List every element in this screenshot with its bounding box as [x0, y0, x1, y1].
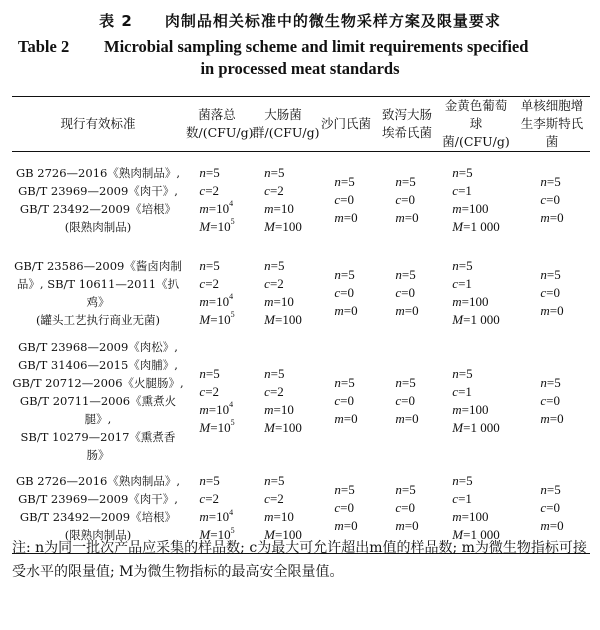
value-text: c=1 — [452, 383, 472, 399]
value-max — [264, 419, 302, 437]
value-text: m=0 — [540, 518, 564, 534]
standard-line: GB/T 23492—2009《培根》 — [19, 510, 177, 525]
value-m — [334, 302, 357, 320]
table-title-chinese: 表 2 肉制品相关标准中的微生物采样方案及限量要求 — [99, 12, 501, 30]
cell-total-count — [184, 338, 250, 464]
cell-s-aureus — [438, 248, 514, 338]
col-header-total-count: 菌落总数/(CFU/g) — [184, 97, 250, 152]
value-text: m=10 — [264, 509, 294, 525]
cell-e-coli — [376, 152, 438, 248]
value-m — [452, 508, 499, 526]
value-n — [264, 164, 302, 182]
sampling-values — [395, 266, 418, 320]
standard-line: SB/T 10279—2017《熏煮香肠》 — [20, 429, 176, 462]
col-header-salmonella: 沙门氏菌 — [316, 97, 376, 152]
col-header-coliforms: 大肠菌群/(CFU/g) — [250, 97, 316, 152]
cell-s-aureus — [438, 152, 514, 248]
sampling-values — [199, 257, 234, 329]
value-text: c=0 — [540, 191, 560, 207]
value-m — [395, 517, 418, 535]
value-m — [452, 401, 499, 419]
value-text: M=1 000 — [452, 419, 500, 435]
value-text: c=2 — [264, 383, 284, 399]
value-max — [452, 311, 499, 329]
cell-listeria — [514, 152, 590, 248]
sampling-values — [264, 257, 302, 329]
cell-e-coli — [376, 338, 438, 464]
value-m — [334, 410, 357, 428]
value-text: M=10 — [199, 419, 231, 435]
value-c — [334, 284, 357, 302]
value-n — [395, 173, 418, 191]
value-text: c=0 — [395, 500, 415, 516]
col-header-e-coli: 致泻大肠埃希氏菌 — [376, 97, 438, 152]
table-number: Table 2 — [18, 37, 70, 56]
value-m — [540, 302, 563, 320]
value-text: n=5 — [334, 266, 355, 282]
value-text: m=10 — [199, 293, 230, 309]
value-exponent: 4 — [229, 199, 234, 209]
value-c — [334, 191, 357, 209]
value-n — [334, 173, 357, 191]
value-text: M=10 — [199, 311, 231, 327]
standard-line: GB/T 23492—2009《培根》 — [19, 201, 177, 216]
value-c — [395, 191, 418, 209]
value-text: n=5 — [199, 365, 220, 381]
value-n — [540, 266, 563, 284]
value-c — [452, 182, 499, 200]
value-text: n=5 — [395, 482, 416, 498]
value-text: c=0 — [540, 284, 560, 300]
value-text: m=0 — [540, 410, 564, 426]
value-m — [540, 410, 563, 428]
value-text: n=5 — [395, 374, 416, 390]
table-row — [12, 248, 590, 338]
value-m — [264, 293, 302, 311]
value-text: c=0 — [395, 284, 415, 300]
cell-standards — [12, 338, 184, 464]
value-c — [334, 392, 357, 410]
value-n — [395, 374, 418, 392]
value-m — [199, 401, 234, 419]
value-exponent: 4 — [229, 292, 234, 302]
value-n — [199, 472, 234, 490]
value-text: c=2 — [199, 182, 220, 198]
value-c — [264, 182, 302, 200]
value-m — [264, 508, 302, 526]
cell-total-count — [184, 152, 250, 248]
cell-standards — [12, 248, 184, 338]
standard-line: GB/T 20711—2006《熏煮火腿》, — [19, 393, 177, 426]
value-text: m=0 — [395, 518, 419, 534]
value-c — [452, 490, 499, 508]
value-text: n=5 — [199, 473, 220, 489]
value-n — [334, 374, 357, 392]
value-text: n=5 — [540, 173, 561, 189]
value-m — [452, 200, 499, 218]
value-n — [452, 257, 499, 275]
value-max — [199, 419, 234, 437]
value-text: m=0 — [395, 209, 419, 225]
value-n — [395, 481, 418, 499]
value-text: n=5 — [452, 257, 473, 273]
value-n — [452, 164, 499, 182]
standard-line: GB/T 31406—2015《肉脯》, — [18, 357, 178, 372]
sampling-values — [452, 365, 499, 437]
value-text: n=5 — [264, 473, 285, 489]
value-text: n=5 — [199, 257, 220, 273]
cell-salmonella — [316, 152, 376, 248]
value-max — [199, 218, 234, 236]
value-text: m=100 — [452, 293, 489, 309]
value-text: m=10 — [264, 401, 294, 417]
value-n — [334, 266, 357, 284]
value-text: n=5 — [199, 164, 220, 180]
value-text: c=2 — [264, 275, 284, 291]
cell-listeria — [514, 248, 590, 338]
value-text: c=0 — [334, 392, 354, 408]
value-c — [540, 191, 563, 209]
cell-e-coli — [376, 248, 438, 338]
table-title-line-2: in processed meat standards — [200, 59, 400, 78]
standard-line: GB/T 23968—2009《肉松》, — [18, 339, 178, 354]
value-text: m=0 — [334, 302, 358, 318]
value-n — [540, 481, 563, 499]
sampling-values — [199, 164, 234, 236]
value-text: m=0 — [334, 410, 358, 426]
value-c — [395, 499, 418, 517]
sampling-values — [334, 481, 357, 535]
value-text: m=0 — [540, 209, 564, 225]
value-text: c=0 — [334, 191, 354, 207]
value-text: m=10 — [199, 509, 230, 525]
cell-listeria — [514, 338, 590, 464]
sampling-values — [395, 173, 418, 227]
sampling-values — [199, 472, 234, 544]
value-c — [540, 284, 563, 302]
cell-coliforms — [250, 338, 316, 464]
value-c — [452, 275, 499, 293]
value-m — [452, 293, 499, 311]
value-exponent: 5 — [230, 525, 235, 535]
cell-standards — [12, 152, 184, 248]
value-text: m=0 — [334, 518, 358, 534]
sampling-values — [199, 365, 234, 437]
sampling-values — [540, 481, 563, 535]
value-n — [540, 374, 563, 392]
value-m — [395, 302, 418, 320]
value-max — [452, 218, 499, 236]
value-c — [395, 392, 418, 410]
value-m — [199, 508, 234, 526]
sampling-values — [452, 472, 499, 544]
standard-line: (罐头工艺执行商业无菌) — [36, 312, 160, 327]
value-text: n=5 — [540, 266, 561, 282]
col-header-listeria: 单核细胞增生李斯特氏菌 — [514, 97, 590, 152]
value-text: m=100 — [452, 401, 489, 417]
value-text: M=100 — [264, 218, 302, 234]
value-text: c=0 — [334, 284, 354, 300]
value-text: M=100 — [264, 419, 302, 435]
value-c — [199, 275, 234, 293]
sampling-values — [452, 257, 499, 329]
value-text: c=0 — [540, 392, 560, 408]
value-text: m=10 — [264, 200, 294, 216]
value-n — [199, 257, 234, 275]
value-text: c=0 — [395, 392, 415, 408]
value-text: n=5 — [264, 257, 285, 273]
value-c — [540, 392, 563, 410]
value-text: n=5 — [540, 374, 561, 390]
value-text: M=10 — [199, 218, 231, 234]
value-text: c=2 — [199, 491, 220, 507]
value-text: c=0 — [334, 500, 354, 516]
value-text: c=2 — [199, 383, 220, 399]
value-m — [334, 517, 357, 535]
value-text: c=1 — [452, 275, 472, 291]
value-text: c=1 — [452, 491, 472, 507]
value-text: m=100 — [452, 509, 489, 525]
value-text: c=2 — [264, 182, 284, 198]
value-text: n=5 — [334, 374, 355, 390]
value-text: c=2 — [199, 275, 220, 291]
value-c — [199, 490, 234, 508]
value-c — [334, 499, 357, 517]
table-title-line-1: Microbial sampling scheme and limit requirements specified — [104, 37, 529, 56]
value-text: n=5 — [334, 173, 355, 189]
value-text: m=10 — [199, 200, 230, 216]
value-m — [395, 209, 418, 227]
value-max — [199, 311, 234, 329]
cell-total-count — [184, 248, 250, 338]
value-n — [395, 266, 418, 284]
value-text: m=0 — [540, 302, 564, 318]
standard-line: 品》, SB/T 10611—2011《扒鸡》 — [16, 276, 180, 309]
value-n — [334, 481, 357, 499]
standard-line: GB 2726—2016《熟肉制品》, — [16, 165, 180, 180]
table-body — [12, 152, 590, 554]
value-text: n=5 — [452, 473, 473, 489]
sampling-values — [264, 365, 302, 437]
value-max — [452, 419, 499, 437]
cell-s-aureus — [438, 338, 514, 464]
value-n — [264, 257, 302, 275]
table-row — [12, 152, 590, 248]
value-exponent: 5 — [230, 217, 235, 227]
sampling-values — [540, 173, 563, 227]
value-text: n=5 — [334, 482, 355, 498]
standard-line: GB 2726—2016《熟肉制品》, — [16, 474, 180, 489]
value-max — [264, 218, 302, 236]
value-m — [199, 200, 234, 218]
value-n — [452, 472, 499, 490]
value-text: m=100 — [452, 200, 489, 216]
value-text: c=0 — [395, 191, 415, 207]
value-n — [199, 164, 234, 182]
value-m — [334, 209, 357, 227]
value-text: n=5 — [264, 365, 285, 381]
value-m — [540, 517, 563, 535]
value-n — [452, 365, 499, 383]
value-text: M=1 000 — [452, 218, 500, 234]
value-text: n=5 — [264, 164, 285, 180]
header-row — [12, 97, 590, 152]
standard-line: GB/T 23969—2009《肉干》, — [18, 183, 178, 198]
standard-line: GB/T 20712—2006《火腿肠》, — [12, 375, 184, 390]
value-text: n=5 — [540, 482, 561, 498]
value-text: m=10 — [264, 293, 294, 309]
value-c — [199, 383, 234, 401]
cell-coliforms — [250, 152, 316, 248]
value-c — [395, 284, 418, 302]
value-text: M=1 000 — [452, 527, 500, 543]
value-n — [199, 365, 234, 383]
value-text: n=5 — [395, 266, 416, 282]
cell-salmonella — [316, 248, 376, 338]
value-exponent: 4 — [229, 507, 234, 517]
value-text: M=100 — [264, 311, 302, 327]
col-header-s-aureus: 金黄色葡萄球菌/(CFU/g) — [438, 97, 514, 152]
value-text: n=5 — [395, 173, 416, 189]
value-exponent: 5 — [230, 310, 235, 320]
value-text: m=0 — [395, 410, 419, 426]
value-text: c=2 — [264, 491, 284, 507]
value-text: m=10 — [199, 401, 230, 417]
standard-line: (限熟肉制品) — [64, 528, 132, 543]
value-text: M=10 — [199, 527, 231, 543]
value-n — [264, 472, 302, 490]
value-exponent: 4 — [229, 400, 234, 410]
cell-coliforms — [250, 248, 316, 338]
value-text: n=5 — [452, 164, 473, 180]
sampling-values — [264, 472, 302, 544]
sampling-values — [334, 173, 357, 227]
value-text: M=1 000 — [452, 311, 500, 327]
value-m — [395, 410, 418, 428]
value-exponent: 5 — [230, 418, 235, 428]
value-m — [540, 209, 563, 227]
standard-line: (限熟肉制品) — [64, 219, 132, 234]
sampling-values — [540, 374, 563, 428]
value-m — [264, 401, 302, 419]
value-text: c=1 — [452, 182, 472, 198]
value-max — [264, 311, 302, 329]
sampling-values — [452, 164, 499, 236]
value-text: n=5 — [452, 365, 473, 381]
value-text: M=100 — [264, 527, 302, 543]
value-c — [199, 182, 234, 200]
value-m — [264, 200, 302, 218]
table-footnote: 注: n为同一批次产品应采集的样品数; c为最大可允许超出m值的样品数; m为微生物指标可接受水平的限量值; M为微生物指标的最高安全限量值。 — [12, 540, 587, 580]
sampling-values — [395, 481, 418, 535]
value-c — [264, 383, 302, 401]
value-c — [452, 383, 499, 401]
sampling-values — [334, 374, 357, 428]
value-m — [199, 293, 234, 311]
value-c — [540, 499, 563, 517]
cell-salmonella — [316, 338, 376, 464]
value-c — [264, 275, 302, 293]
value-n — [540, 173, 563, 191]
sampling-values — [540, 266, 563, 320]
value-text: m=0 — [334, 209, 358, 225]
sampling-values — [334, 266, 357, 320]
col-header-standard: 现行有效标准 — [12, 97, 184, 152]
standard-line: GB/T 23586—2009《酱卤肉制 — [14, 258, 182, 273]
standard-line: GB/T 23969—2009《肉干》, — [18, 492, 178, 507]
value-text: m=0 — [395, 302, 419, 318]
value-text: c=0 — [540, 500, 560, 516]
sampling-values — [264, 164, 302, 236]
microbial-limits-table — [12, 96, 590, 554]
table-row — [12, 338, 590, 464]
value-c — [264, 490, 302, 508]
value-n — [264, 365, 302, 383]
sampling-values — [395, 374, 418, 428]
table-title-english — [0, 36, 600, 82]
